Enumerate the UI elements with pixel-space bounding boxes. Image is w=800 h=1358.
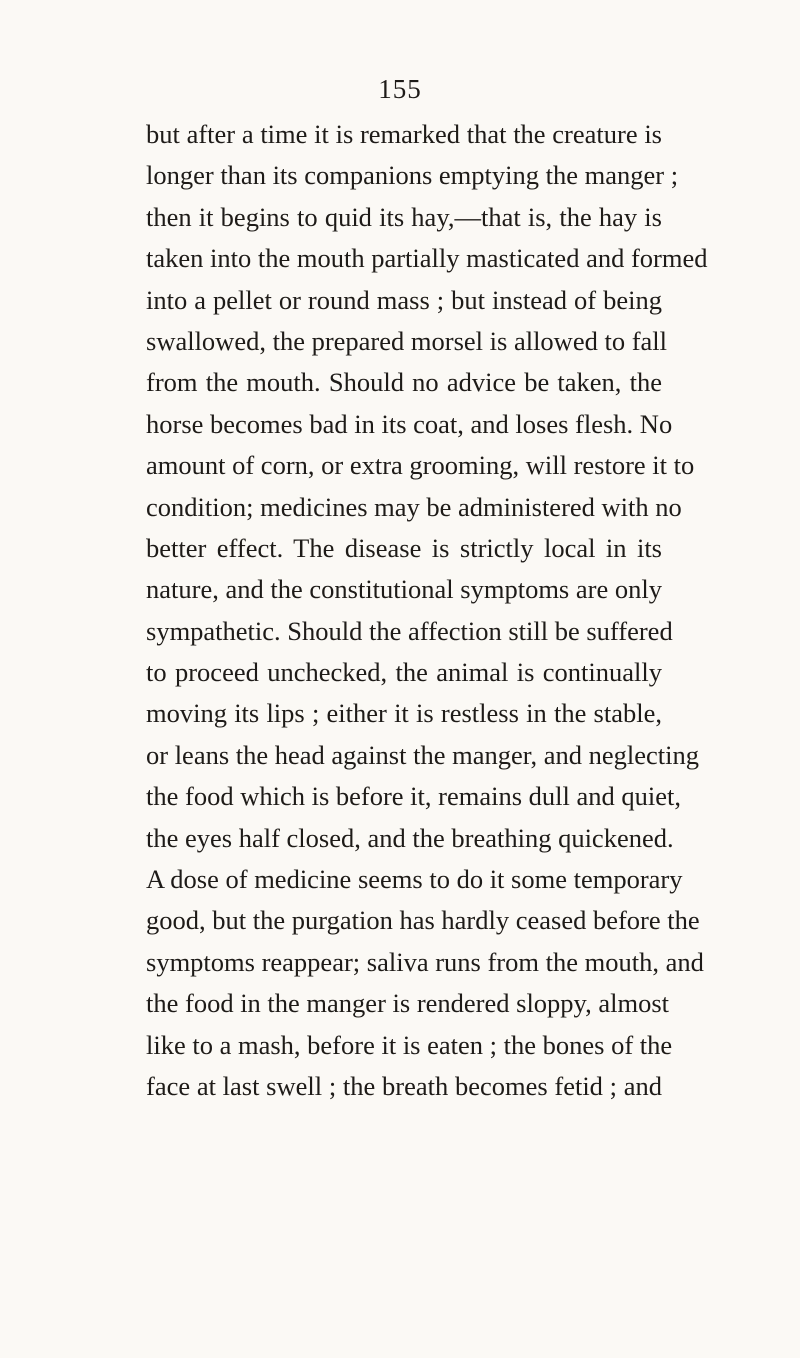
body-text (146, 114, 708, 1107)
text-line: sympathetic. Should the affection still be suffered (146, 615, 673, 646)
text-line: amount of corn, or extra grooming, will restore it to (146, 450, 695, 481)
text-line: then it begins to quid its hay,—that is, the hay is (146, 201, 662, 232)
text-line: condition; medicines may be administered with no (146, 491, 682, 522)
text-line: moving its lips ; either it is restless in the stable, (146, 698, 662, 729)
text-line: but after a time it is remarked that the creature is (146, 119, 662, 149)
text-line: the food in the manger is rendered sloppy, almost (146, 988, 669, 1019)
text-line: horse becomes bad in its coat, and loses flesh. No (146, 408, 673, 439)
text-line: face at last swell ; the breath becomes fetid ; and (146, 1070, 662, 1101)
text-line: like to a mash, before it is eaten ; the bones of the (146, 1029, 673, 1060)
text-line: good, but the purgation has hardly ceased before the (146, 905, 700, 936)
text-line: into a pellet or round mass ; but instead of being (146, 284, 662, 315)
text-line: from the mouth. Should no advice be taken, the (146, 367, 662, 398)
text-line: to proceed unchecked, the animal is continually (146, 657, 662, 688)
text-line: longer than its companions emptying the manger ; (146, 160, 679, 191)
text-line: A dose of medicine seems to do it some temporary (146, 864, 683, 895)
text-line: better effect. The disease is strictly local in its (146, 532, 662, 563)
text-line: the food which is before it, remains dull and quiet, (146, 781, 682, 812)
text-line: or leans the head against the manger, and neglecting (146, 739, 700, 770)
text-line: taken into the mouth partially masticated and formed (146, 243, 708, 274)
page-number: 155 (378, 74, 422, 104)
text-line: swallowed, the prepared morsel is allowed to fall (146, 325, 668, 356)
text-line: nature, and the constitutional symptoms are only (146, 574, 662, 605)
text-line: the eyes half closed, and the breathing quickened. (146, 822, 674, 853)
text-line: symptoms reappear; saliva runs from the mouth, and (146, 946, 704, 977)
